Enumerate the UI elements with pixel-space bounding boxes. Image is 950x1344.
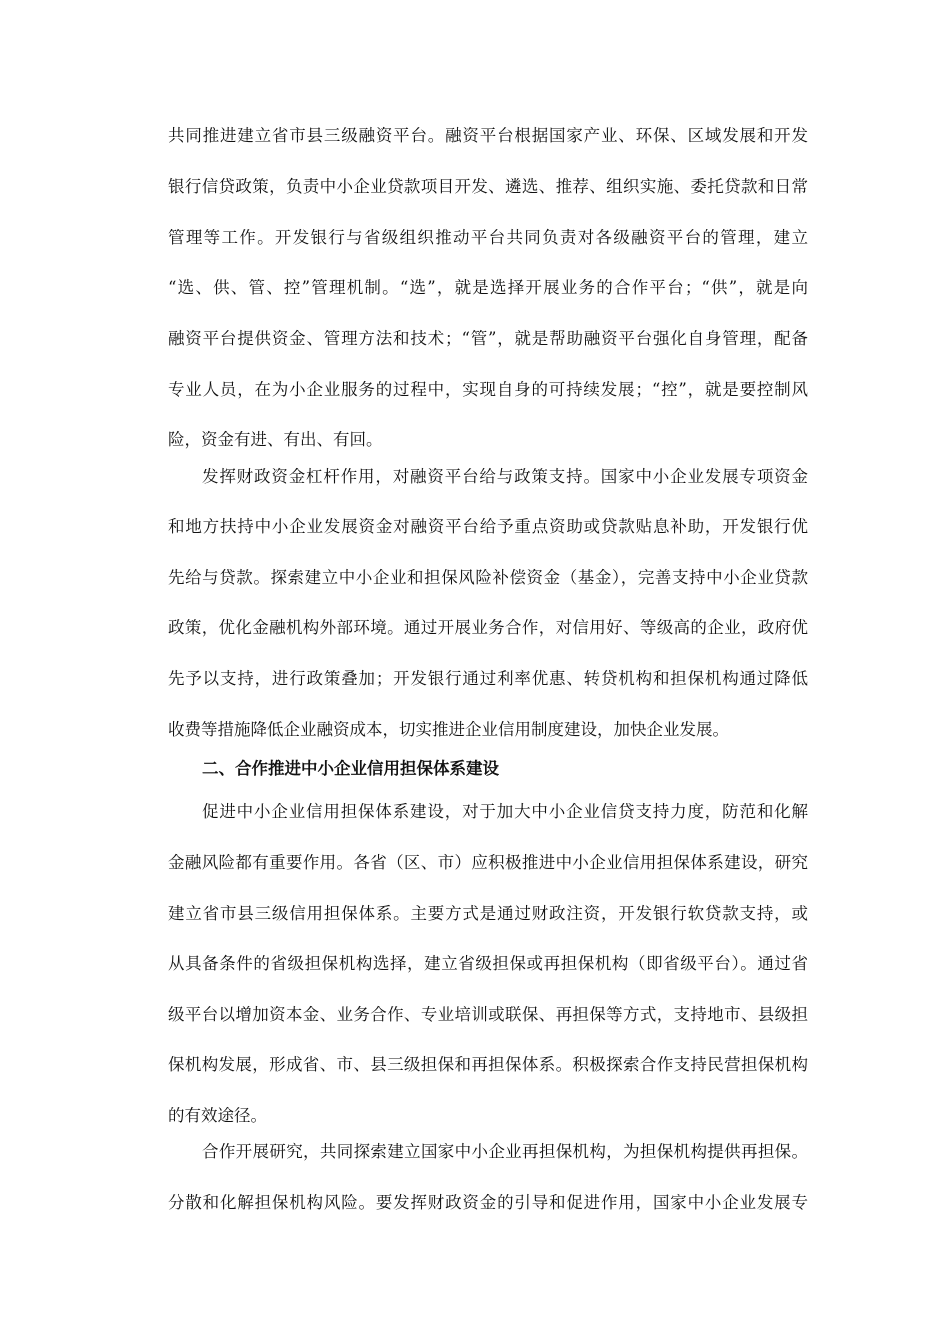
paragraph-3-line-2: 金融风险都有重要作用。各省（区、市）应积极推进中小企业信用担保体系建设，研究 bbox=[168, 853, 808, 872]
paragraph-3-line-3: 建立省市县三级信用担保体系。主要方式是通过财政注资，开发银行软贷款支持，或 bbox=[168, 904, 808, 923]
paragraph-3-line-7: 的有效途径。 bbox=[168, 1106, 267, 1125]
section-heading: 二、合作推进中小企业信用担保体系建设 bbox=[202, 759, 499, 778]
paragraph-4-line-2: 分散和化解担保机构风险。要发挥财政资金的引导和促进作用，国家中小企业发展专 bbox=[168, 1193, 808, 1212]
paragraph-2-line-6: 收费等措施降低企业融资成本，切实推进企业信用制度建设，加快企业发展。 bbox=[168, 720, 729, 739]
paragraph-3-line-6: 保机构发展，形成省、市、县三级担保和再担保体系。积极探索合作支持民营担保机构 bbox=[168, 1055, 808, 1074]
paragraph-3-line-4: 从具备条件的省级担保机构选择，建立省级担保或再担保机构（即省级平台）。通过省 bbox=[168, 954, 808, 973]
paragraph-2-line-5: 先予以支持，进行政策叠加；开发银行通过利率优惠、转贷机构和担保机构通过降低 bbox=[168, 669, 808, 688]
paragraph-1-line-3: 管理等工作。开发银行与省级组织推动平台共同负责对各级融资平台的管理，建立 bbox=[168, 228, 808, 247]
paragraph-3-line-1: 促进中小企业信用担保体系建设，对于加大中小企业信贷支持力度，防范和化解 bbox=[202, 802, 808, 821]
paragraph-2-line-1: 发挥财政资金杠杆作用，对融资平台给与政策支持。国家中小企业发展专项资金 bbox=[202, 467, 808, 486]
paragraph-1-line-4: “选、供、管、控”管理机制。“选”，就是选择开展业务的合作平台；“供”，就是向 bbox=[168, 278, 808, 297]
paragraph-2-line-3: 先给与贷款。探索建立中小企业和担保风险补偿资金（基金），完善支持中小企业贷款 bbox=[168, 568, 808, 587]
paragraph-1-line-5: 融资平台提供资金、管理方法和技术；“管”，就是帮助融资平台强化自身管理，配备 bbox=[168, 329, 808, 348]
paragraph-2-line-4: 政策，优化金融机构外部环境。通过开展业务合作，对信用好、等级高的企业，政府优 bbox=[168, 618, 808, 637]
paragraph-2-line-2: 和地方扶持中小企业发展资金对融资平台给予重点资助或贷款贴息补助，开发银行优 bbox=[168, 517, 808, 536]
paragraph-4-line-1: 合作开展研究，共同探索建立国家中小企业再担保机构，为担保机构提供再担保。 bbox=[202, 1142, 808, 1161]
paragraph-1-line-6: 专业人员，在为小企业服务的过程中，实现自身的可持续发展；“控”，就是要控制风 bbox=[168, 380, 808, 399]
paragraph-1-line-2: 银行信贷政策，负责中小企业贷款项目开发、遴选、推荐、组织实施、委托贷款和日常 bbox=[168, 177, 808, 196]
paragraph-1-line-1: 共同推进建立省市县三级融资平台。融资平台根据国家产业、环保、区域发展和开发 bbox=[168, 126, 808, 145]
paragraph-1-line-7: 险，资金有进、有出、有回。 bbox=[168, 430, 383, 449]
paragraph-3-line-5: 级平台以增加资本金、业务合作、专业培训或联保、再担保等方式，支持地市、县级担 bbox=[168, 1005, 808, 1024]
